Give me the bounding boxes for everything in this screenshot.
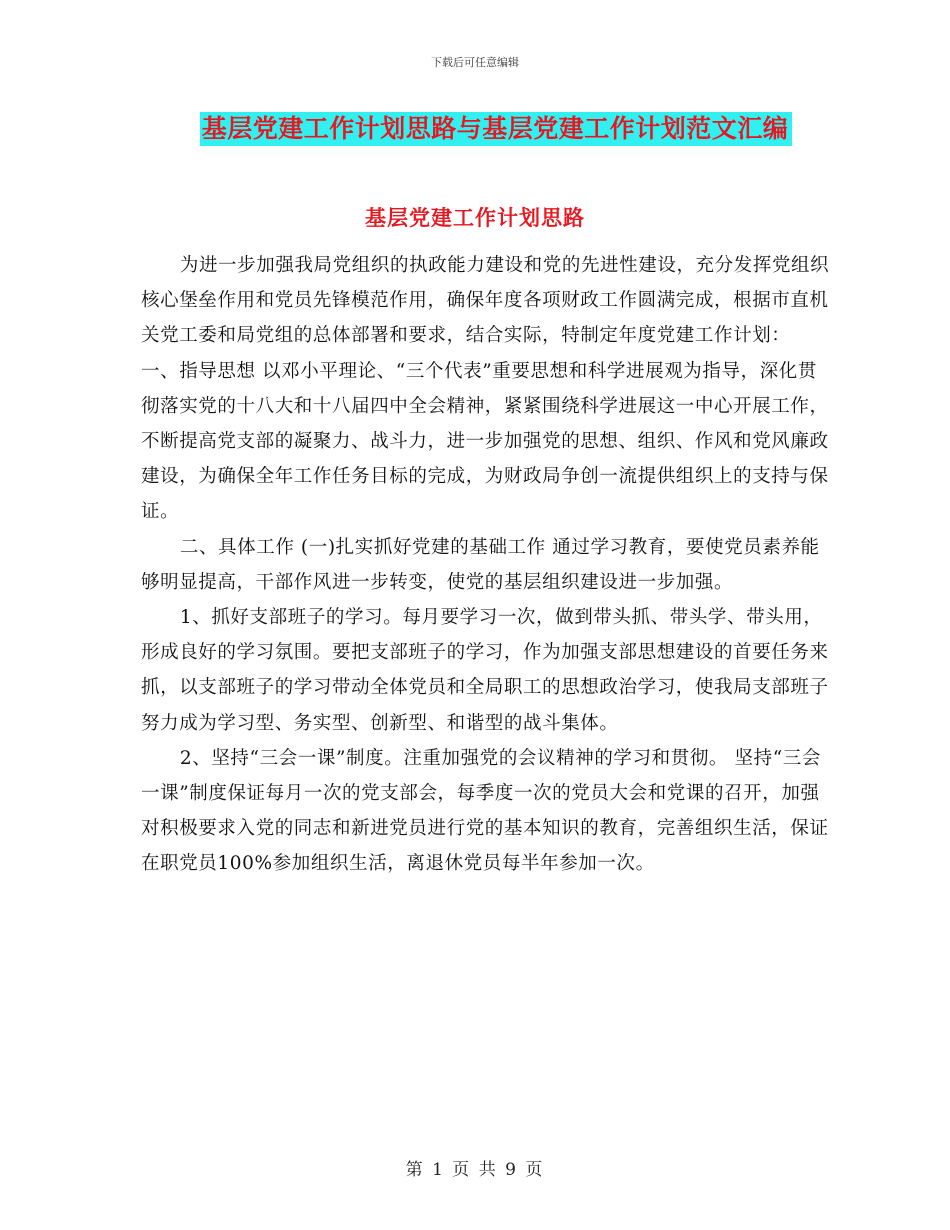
paragraph-2: 二、具体工作 (一)扎实抓好党建的基础工作 通过学习教育，要使党员素养能够明显提高，干部作风进一步转变，使党的基层组织建设进一步加强。 bbox=[141, 536, 820, 593]
section-title: 基层党建工作计划思路 bbox=[365, 205, 585, 230]
page-number: 第 1 页 共 9 页 bbox=[405, 1160, 545, 1180]
paragraph-1: 为进一步加强我局党组织的执政能力建设和党的先进性建设，充分发挥党组织核心堡垒作用和党员先锋模范作用，确保年度各项财政工作圆满完成，根据市直机关党工委和局党组的总体部署和要求，结合实际，特制定年度党建工作计划： 一、指导思想 以邓小平理论、“三个代表”重要思想和科学进展观为指导，深化贯彻落实党的十八大和十八届四中全会精神，紧紧围绕科学进展这一中心开展工作，不断提高党支部的凝聚力、战斗力，进一步加强党的思想、组织、作风和党风廉政建设，为确保全年工作任务目标的完成，为财政局争创一流提供组织上的支持与保证。 bbox=[141, 255, 830, 523]
paragraph-4: 2、坚持“三会一课”制度。注重加强党的会议精神的学习和贯彻。 坚持“三会一课”制度保证每月一次的党支部会，每季度一次的党员大会和党课的召开，加强对积极要求入党的同志和新进党员进行党的基本知识的教育，完善组织生活，保证在职党员100%参加组织生活，离退休党员每半年参加一次。 bbox=[141, 747, 829, 875]
paragraph-3: 1、抓好支部班子的学习。每月要学习一次，做到带头抓、带头学、带头用，形成良好的学习氛围。要把支部班子的学习，作为加强支部思想建设的首要任务来抓，以支部班子的学习带动全体党员和全局职工的思想政治学习，使我局支部班子努力成为学习型、务实型、创新型、和谐型的战斗集体。 bbox=[141, 607, 829, 734]
header-note: 下载后可任意编辑 bbox=[431, 56, 519, 69]
document-title-wrap bbox=[0, 112, 950, 146]
document-body bbox=[141, 248, 831, 882]
document-title: 基层党建工作计划思路与基层党建工作计划范文汇编 bbox=[200, 112, 793, 146]
